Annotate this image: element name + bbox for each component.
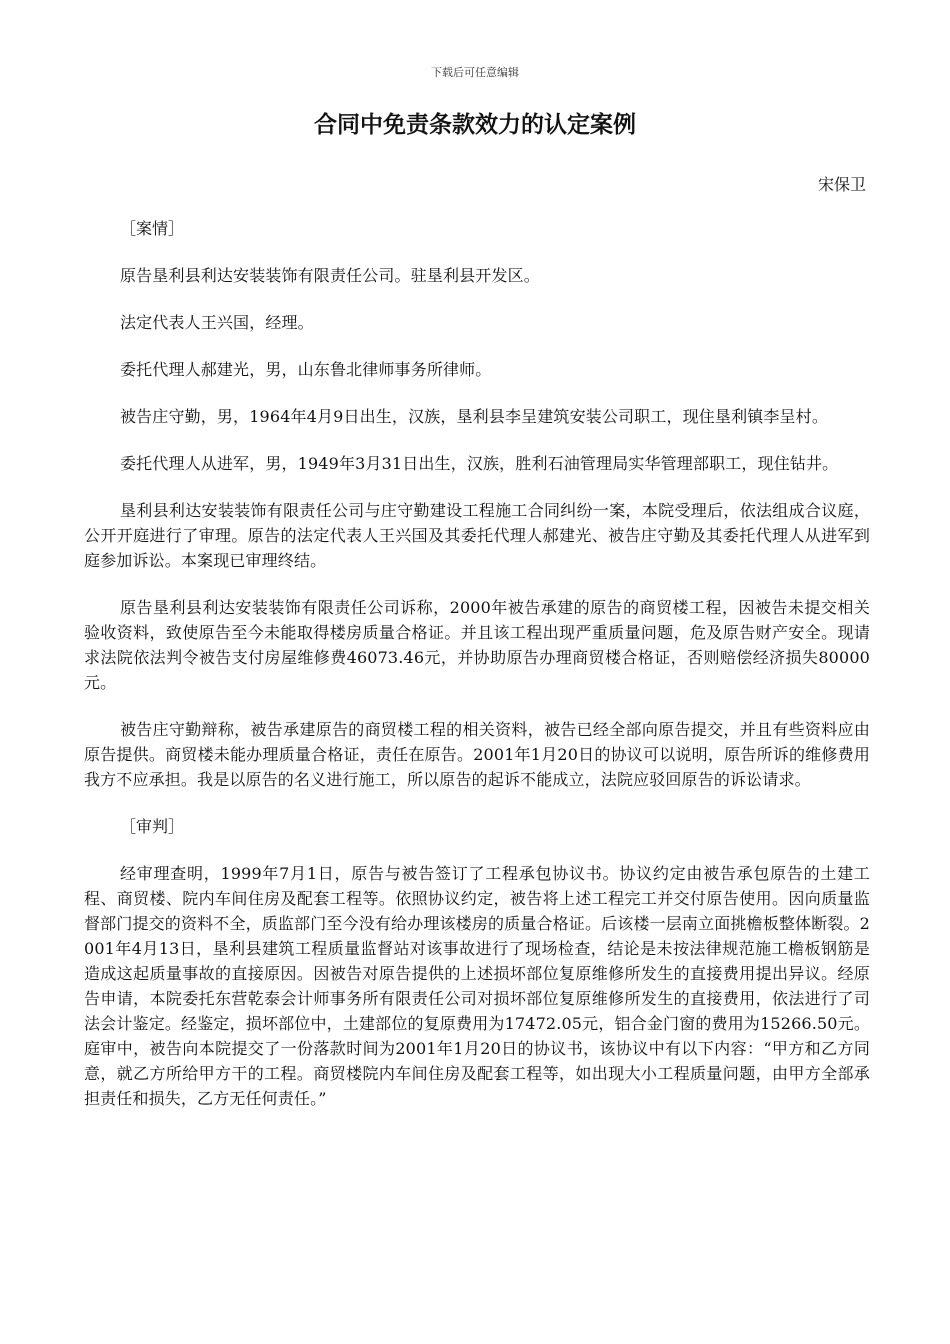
header-note: 下载后可任意编辑 [431, 66, 519, 79]
paragraph-findings: 经审理查明，1999年7月1日，原告与被告签订了工程承包协议书。协议约定由被告承包原告的土建工程、商贸楼、院内车间住房及配套工程等。依照协议约定，被告将上述工程完工并交付原告使用。因向质量监督部门提交的资料不全，质监部门至今没有给办理该楼房的质量合格证。后该楼一层南立面挑檐板整体断裂。2001年4月13日，垦利县建筑工程质量监督站对该事故进行了现场检查，结论是未按法律规范施工檐板钢筋是造成这起质量事故的直接原因。因被告对原告提供的上述损坏部位复原维修所发生的直接费用提出异议。经原告申请，本院委托东营乾泰会计师事务所有限责任公司对损坏部位复原维修所发生的直接费用，依法进行了司法会计鉴定。经鉴定，损坏部位中，土建部位的复原费用为17472.05元，铝合金门窗的费用为15266.50元。庭审中，被告向本院提交了一份落款时间为2001年1月20日的协议书，该协议中有以下内容：“甲方和乙方同意，就乙方所给甲方干的工程。商贸楼院内车间住房及配套工程等，如出现大小工程质量问题，由甲方全部承担责任和损失，乙方无任何责任。” [84, 864, 870, 1108]
paragraph-plaintiff-claim: 原告垦利县利达安装装饰有限责任公司诉称，2000年被告承建的原告的商贸楼工程，因被告未提交相关验收资料，致使原告至今未能取得楼房质量合格证。并且该工程出现严重质量问题，危及原告财产安全。现请求法院依法判令被告支付房屋维修费46073.46元，并协助原告办理商贸楼合格证，否则赔偿经济损失80000元。 [84, 598, 870, 692]
section-case-facts [84, 216, 870, 792]
document-title: 合同中免责条款效力的认定案例 [314, 111, 636, 138]
document-body [84, 216, 870, 1133]
paragraph-defendant: 被告庄守勤，男，1964年4月9日出生，汉族，垦利县李呈建筑安装公司职工，现住垦利镇李呈村。 [120, 407, 828, 426]
section-heading: ［案情］ [120, 219, 185, 238]
paragraph-defendant-defense: 被告庄守勤辩称，被告承建原告的商贸楼工程的相关资料，被告已经全部向原告提交，并且有些资料应由原告提供。商贸楼未能办理质量合格证，责任在原告。2001年1月20日的协议可以说明，原告所诉的维修费用我方不应承担。我是以原告的名义进行施工，所以原告的起诉不能成立，法院应驳回原告的诉讼请求。 [84, 720, 870, 789]
paragraph-plaintiff: 原告垦利县利达安装装饰有限责任公司。驻垦利县开发区。 [120, 266, 540, 285]
paragraph-plaintiff-agent: 委托代理人郝建光，男，山东鲁北律师事务所律师。 [120, 360, 492, 379]
paragraph-defendant-agent: 委托代理人从进军，男，1949年3月31日出生，汉族，胜利石油管理局实华管理部职工，现住钻井。 [120, 454, 839, 473]
section-heading: ［审判］ [120, 817, 185, 836]
paragraph-case-summary: 垦利县利达安装装饰有限责任公司与庄守勤建设工程施工合同纠纷一案，本院受理后，依法组成合议庭，公开开庭进行了审理。原告的法定代表人王兴国及其委托代理人郝建光、被告庄守勤及其委托代理人从进军到庭参加诉讼。本案现已审理终结。 [84, 501, 870, 570]
author-name: 宋保卫 [817, 175, 866, 194]
paragraph-legal-representative: 法定代表人王兴国，经理。 [120, 313, 314, 332]
section-judgment [84, 814, 870, 1111]
